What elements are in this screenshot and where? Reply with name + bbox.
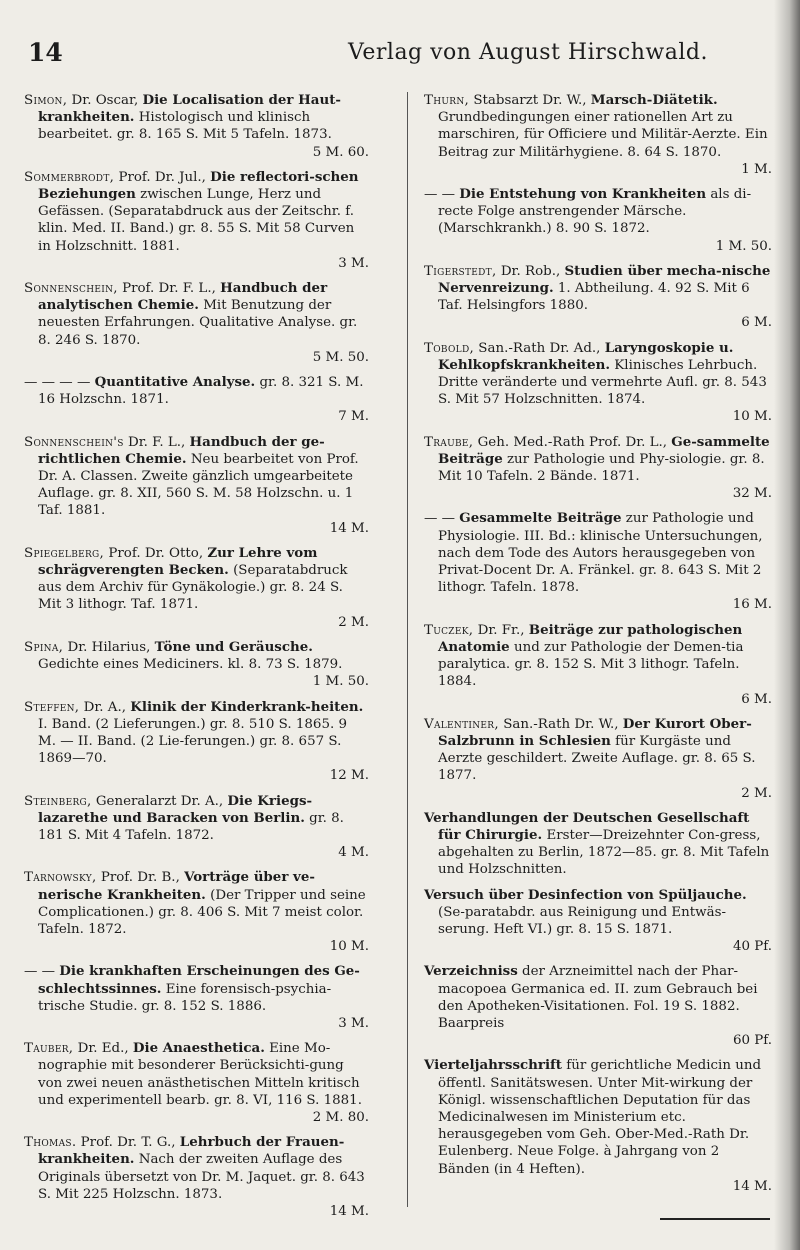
entry-price: 6 M. — [741, 691, 772, 707]
entry-title: Beiträge zur pathologischen Anatomie — [438, 621, 743, 655]
entry-author: Tauber, — [24, 1041, 74, 1057]
catalog-entry — [24, 169, 369, 272]
entry-author: Thomas. — [24, 1135, 77, 1151]
column-divider — [407, 92, 408, 1207]
entry-description: Gedichte eines Mediciners. kl. 8. 73 S. 1879. — [38, 657, 343, 673]
entry-description: für gerichtliche Medicin und öffentl. Sanitätswesen. Unter Mit-wirkung der Königl. wissenschaftlichen Deputation für das Medicinalwesen im Ministerium etc. herausgegeben vom Geh. Ober-Med.-Rath Dr. Eulenberg. Neue Folge. à Jahrgang von 2 Bänden (in 4 Heften). — [438, 1058, 762, 1177]
entry-author-details: Prof. Dr. Jul., — [118, 169, 211, 185]
entry-description: und zur Pathologie der Demen-tia paralytica. gr. 8. 152 S. Mit 3 lithogr. Tafeln. 1884. — [438, 639, 744, 690]
entry-price: 60 Pf. — [732, 1033, 772, 1049]
entry-description: Erster—Dreizehnter Con-gress, abgehalten zu Berlin, 1872—85. gr. 8. Mit Tafeln und Holzschnitten. — [438, 827, 770, 878]
entry-title: Der Kurort Ober-Salzbrunn in Schlesien — [438, 715, 752, 749]
entry-author: Sonnenschein's — [24, 434, 124, 450]
entry-title: Die Anaesthetica. — [132, 1040, 265, 1057]
entry-title: Die reflectori-schen Beziehungen — [38, 168, 359, 203]
entry-title: Die Entstehung von Krankheiten — [459, 186, 707, 203]
entry-description: der Arzneimittel nach der Phar-macopoea Germanica ed. II. zum Gebrauch bei den Apotheken-Visitationen. Fol. 19 S. 1882. Baarpreis — [438, 964, 758, 1031]
entry-author: Simon, — [24, 93, 68, 108]
entry-author-details: Generalarzt Dr. A., — [95, 793, 228, 809]
entry-title: Töne und Geräusche. — [154, 638, 313, 655]
entry-description: Eine Mo-nographie mit besonderer Berücksichti-gung von zwei neuen anästhetischen Mitteln kritisch und experimentell bearb. gr. 8. VI, 116 S. 1881. — [38, 1041, 362, 1108]
entry-price: 5 M. 50. — [312, 349, 369, 365]
catalog-entry — [24, 374, 369, 426]
entry-title: Vorträge über ve-nerische Krankheiten. — [38, 869, 315, 903]
entry-price: 4 M. — [338, 845, 369, 861]
entry-title: Lehrbuch der Frauen-krankheiten. — [38, 1134, 345, 1168]
entry-description: (Separatabdruck aus dem Archiv für Gynäkologie.) gr. 8. 24 S. Mit 3 lithogr. Taf. 1871. — [38, 563, 348, 613]
entry-description: Neu bearbeitet von Prof. Dr. A. Classen. Zweite gänzlich umgearbeitete Auflage. gr. 8. XII, 560 S. M. 58 Holzschn. u. 1 Taf. 1881. — [38, 451, 359, 519]
catalog-entry — [24, 434, 369, 537]
right-column — [424, 92, 772, 1203]
entry-title: Klinik der Kinderkrank-heiten. — [130, 698, 364, 715]
entry-author-details: Geh. Med.-Rath Prof. Dr. L., — [477, 434, 672, 450]
entry-description: zur Pathologie und Physiologie. III. Bd.: klinische Untersuchungen, nach dem Tode des Autors herausgegeben von Privat-Docent Dr. A. Fränkel. gr. 8. 643 S. Mit 2 lithogr. Tafeln. 1878. — [438, 511, 763, 596]
entry-price: 6 M. — [741, 315, 772, 331]
entry-price: 2 M. 80. — [312, 1109, 369, 1125]
entry-price: 40 Pf. — [732, 939, 772, 955]
entry-description: Mit Benutzung der neuesten Erfahrungen. Qualitative Analyse. gr. 8. 246 S. 1870. — [38, 298, 358, 348]
catalog-entry — [24, 639, 369, 691]
entry-title: Quantitative Analyse. — [94, 374, 256, 391]
entry-price: 32 M. — [732, 486, 772, 502]
entry-author-details: San.-Rath Dr. Ad., — [478, 340, 605, 356]
entry-price: 7 M. — [338, 409, 369, 425]
entry-author: Steffen, — [24, 699, 80, 715]
entry-price: 1 M. 50. — [715, 238, 772, 254]
entry-description: Grundbedingungen einer rationellen Art zu marschiren, für Officiere und Militär-Aerzte. Ein Beitrag zur Militärhygiene. 8. 64 S. 1870. — [438, 110, 768, 160]
entry-price: 1 M. 50. — [312, 674, 369, 690]
entry-author-details: Prof. Dr. Otto, — [108, 545, 208, 561]
catalog-entry — [424, 716, 772, 802]
entry-author: Tobold, — [424, 340, 475, 356]
entry-description: gr. 8. 321 S. M. 16 Holzschn. 1871. — [38, 375, 364, 408]
catalog-entry — [424, 340, 772, 426]
left-column — [24, 92, 369, 1228]
catalog-entry — [24, 280, 369, 366]
entry-author: Sommerbrodt, — [24, 169, 115, 185]
entry-description: I. Band. (2 Lieferungen.) gr. 8. 510 S. 1865. 9 M. — II. Band. (2 Lie-ferungen.) gr. 8. 657 S. 1869—70. — [38, 716, 348, 767]
catalog-entry — [424, 92, 772, 178]
entry-price: 3 M. — [338, 255, 369, 271]
entry-title: Gesammelte Beiträge — [459, 510, 622, 527]
entry-title: Ge-sammelte Beiträge — [438, 433, 770, 467]
entry-author-details: — — — [24, 964, 60, 980]
entry-author: Sonnenschein, — [24, 281, 118, 297]
entry-author-details: Stabsarzt Dr. W., — [473, 93, 591, 108]
catalog-entry — [424, 263, 772, 332]
entry-author: Tuczek, — [424, 622, 474, 638]
entry-price: 14 M. — [329, 520, 369, 536]
entry-title: Verhandlungen der Deutschen Gesellschaft für Chirurgie. — [424, 809, 750, 843]
entry-author-details: Dr. Fr., — [477, 622, 529, 638]
entry-author-details: — — — — — [24, 375, 95, 391]
entry-price: 5 M. 60. — [312, 144, 369, 160]
catalog-entry — [24, 1040, 369, 1126]
entry-author-details: Prof. Dr. F. L., — [122, 281, 221, 297]
entry-author-details: Dr. A., — [83, 699, 131, 715]
catalog-entry — [424, 887, 772, 956]
page-header — [18, 38, 760, 72]
entry-title: Die Kriegs-lazarethe und Baracken von Berlin. — [38, 792, 313, 826]
entry-description: Nach der zweiten Auflage des Originals übersetzt von Dr. M. Jaquet. gr. 8. 643 S. Mit 225 Holzschn. 1873. — [38, 1152, 365, 1202]
entry-price: 1 M. — [741, 161, 772, 177]
catalog-entry — [24, 545, 369, 631]
entry-title: Studien über mecha-nische Nervenreizung. — [438, 262, 771, 297]
entry-author: Tarnowsky, — [24, 870, 97, 886]
entry-price: 10 M. — [732, 409, 772, 425]
entry-price: 12 M. — [329, 768, 369, 784]
entry-author: Valentiner, — [424, 716, 499, 732]
catalog-entry — [424, 434, 772, 503]
entry-price: 2 M. — [741, 785, 772, 801]
entry-title: Die Localisation der Haut-krankheiten. — [38, 92, 341, 126]
catalog-entry — [424, 186, 772, 255]
entry-title: Handbuch der ge-richtlichen Chemie. — [38, 433, 325, 467]
entry-author: Traube, — [424, 434, 474, 450]
catalog-entry — [424, 622, 772, 708]
catalog-entry — [24, 92, 369, 161]
catalog-entry — [424, 510, 772, 613]
entry-description: Histologisch und klinisch bearbeitet. gr. 8. 165 S. Mit 5 Tafeln. 1873. — [38, 110, 332, 143]
entry-description: (Se-paratabdr. aus Reinigung und Entwäs-serung. Heft VI.) gr. 8. 15 S. 1871. — [438, 904, 727, 937]
entry-description: gr. 8. 181 S. Mit 4 Tafeln. 1872. — [38, 810, 344, 843]
entry-author-details: Dr. Ed., — [77, 1041, 133, 1057]
entry-author-details: — — — [424, 511, 460, 527]
catalog-entry — [24, 1134, 369, 1220]
entry-title: Laryngoskopie u. Kehlkopfskrankheiten. — [438, 339, 734, 373]
entry-description: 1. Abtheilung. 4. 92 S. Mit 6 Taf. Helsingfors 1880. — [438, 281, 750, 314]
entry-title: Marsch-Diätetik. — [590, 92, 718, 108]
catalog-entry — [24, 963, 369, 1032]
entry-author-details: Dr. Hilarius, — [67, 639, 155, 655]
catalog-entry — [24, 869, 369, 955]
entry-author-details: Prof. Dr. T. G., — [80, 1135, 180, 1151]
entry-author: Thurn, — [424, 93, 470, 108]
entry-title: Verzeichniss — [424, 963, 518, 980]
page-number: 14 — [28, 38, 63, 67]
entry-description: Eine forensisch-psychia-trische Studie. gr. 8. 152 S. 1886. — [38, 981, 332, 1014]
catalog-entry — [24, 699, 369, 785]
entry-price: 14 M. — [329, 1203, 369, 1219]
entry-description: (Der Tripper und seine Complicationen.) gr. 8. 406 S. Mit 7 meist color. Tafeln. 1872. — [38, 887, 366, 937]
entry-title: Zur Lehre vom schrägverengten Becken. — [38, 544, 318, 579]
entry-price: 2 M. — [338, 614, 369, 630]
entry-author-details: Dr. Rob., — [500, 263, 565, 279]
catalog-entry — [424, 1057, 772, 1195]
entry-price: 3 M. — [338, 1015, 369, 1031]
entry-title: Handbuch der analytischen Chemie. — [38, 280, 328, 314]
entry-author: Steinberg, — [24, 793, 92, 809]
entry-author-details: — — — [424, 187, 460, 203]
bottom-rule — [660, 1218, 770, 1220]
entry-description: Klinisches Lehrbuch. Dritte veränderte und vermehrte Aufl. gr. 8. 543 S. Mit 57 Holzschnitten. 1874. — [438, 357, 767, 408]
entry-price: 14 M. — [732, 1178, 772, 1194]
entry-description: als di-recte Folge anstrengender Märsche. (Marschkrankh.) 8. 90 S. 1872. — [438, 187, 752, 237]
entry-description: für Kurgäste und Aerzte geschildert. Zweite Auflage. gr. 8. 65 S. 1877. — [438, 733, 756, 784]
entry-description: zur Pathologie und Phy-siologie. gr. 8. Mit 10 Tafeln. 2 Bände. 1871. — [438, 451, 765, 485]
entry-description: zwischen Lunge, Herz und Gefässen. (Separatabdruck aus der Zeitschr. f. klin. Med. II. Band.) gr. 8. 55 S. Mit 58 Curven in Holzschnitt. 1881. — [38, 187, 355, 254]
catalog-entry — [24, 793, 369, 862]
entry-author: Tigerstedt, — [424, 263, 497, 279]
entry-author: Spiegelberg, — [24, 545, 105, 561]
entry-author-details: Dr. F. L., — [127, 434, 190, 450]
entry-title: Versuch über Desinfection von Spüljauche. — [424, 886, 747, 903]
entry-author: Spina, — [24, 639, 64, 655]
entry-author-details: Prof. Dr. B., — [100, 870, 185, 886]
page-edge-shadow — [774, 0, 800, 1250]
entry-author-details: Dr. Oscar, — [71, 93, 143, 108]
entry-price: 10 M. — [329, 939, 369, 955]
entry-title: Die krankhaften Erscheinungen des Ge-schlechtssinnes. — [38, 963, 360, 997]
catalog-entry — [424, 810, 772, 879]
entry-author-details: San.-Rath Dr. W., — [503, 716, 623, 732]
running-head: Verlag von August Hirschwald. — [348, 40, 708, 65]
catalog-entry — [424, 963, 772, 1049]
entry-price: 16 M. — [732, 597, 772, 613]
entry-title: Vierteljahrsschrift — [424, 1057, 562, 1074]
